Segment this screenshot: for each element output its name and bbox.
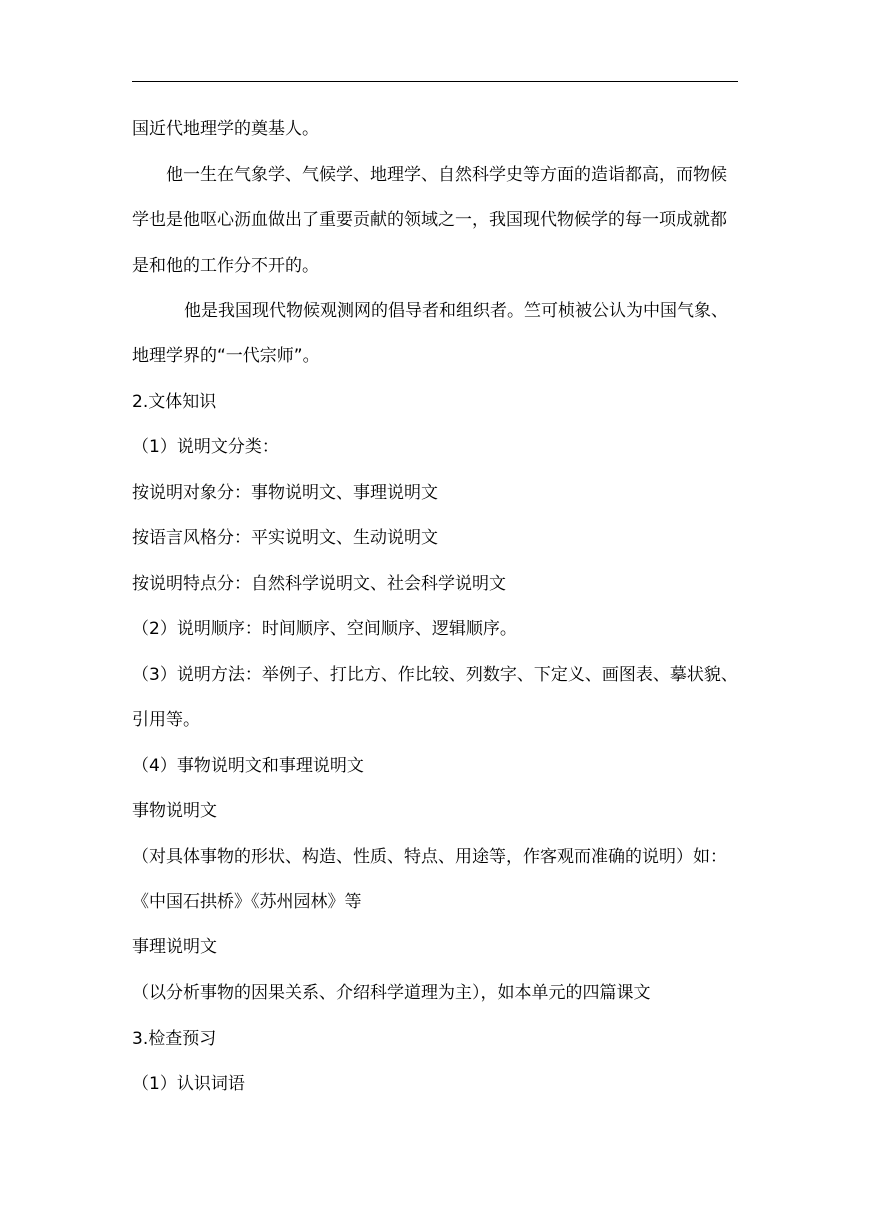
text-line: （4）事物说明文和事理说明文 bbox=[132, 756, 364, 776]
text-line: 他一生在气象学、气候学、地理学、自然科学史等方面的造诣都高，而物候 bbox=[166, 165, 727, 185]
text-line: 事理说明文 bbox=[132, 937, 217, 957]
text-line: 国近代地理学的奠基人。 bbox=[132, 119, 319, 139]
section-heading: 3.检查预习 bbox=[132, 1029, 217, 1049]
text-line: 按说明特点分：自然科学说明文、社会科学说明文 bbox=[132, 574, 506, 594]
text-line: 引用等。 bbox=[132, 710, 200, 730]
text-line: （1）认识词语 bbox=[132, 1074, 245, 1094]
text-line: （对具体事物的形状、构造、性质、特点、用途等，作客观而准确的说明）如： bbox=[132, 847, 727, 867]
header-rule bbox=[132, 81, 738, 82]
text-line: 是和他的工作分不开的。 bbox=[132, 256, 319, 276]
section-heading: 2.文体知识 bbox=[132, 392, 217, 412]
text-line: 学也是他呕心沥血做出了重要贡献的领域之一，我国现代物候学的每一项成就都 bbox=[132, 210, 727, 230]
text-line: （3）说明方法：举例子、打比方、作比较、列数字、下定义、画图表、摹状貌、 bbox=[132, 665, 738, 685]
text-line: 地理学界的“一代宗师”。 bbox=[132, 346, 320, 366]
text-line: （2）说明顺序：时间顺序、空间顺序、逻辑顺序。 bbox=[132, 619, 517, 639]
text-line: 按说明对象分：事物说明文、事理说明文 bbox=[132, 483, 438, 503]
text-line: （以分析事物的因果关系、介绍科学道理为主），如本单元的四篇课文 bbox=[132, 983, 651, 1003]
text-line: 他是我国现代物候观测网的倡导者和组织者。竺可桢被公认为中国气象、 bbox=[184, 301, 728, 321]
text-line: （1）说明文分类： bbox=[132, 437, 279, 457]
text-line: 《中国石拱桥》《苏州园林》等 bbox=[132, 892, 362, 912]
text-line: 按语言风格分：平实说明文、生动说明文 bbox=[132, 528, 438, 548]
text-line: 事物说明文 bbox=[132, 801, 217, 821]
